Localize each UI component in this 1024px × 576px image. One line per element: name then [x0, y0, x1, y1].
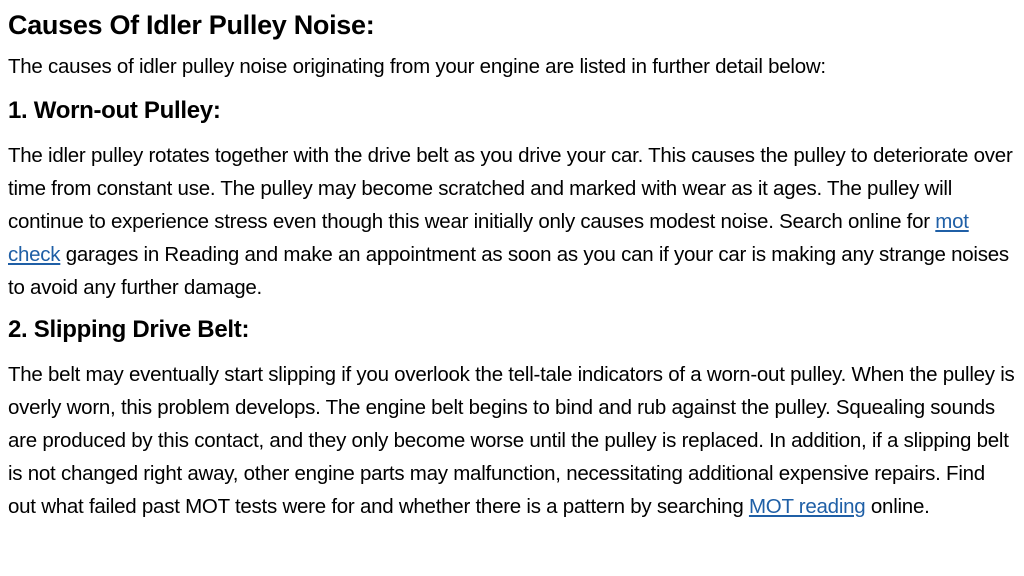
mot-check-link[interactable]: mot check	[8, 210, 969, 266]
paragraph-text: The belt may eventually start slipping if you overlook the tell-tale indicators of a worn-out pulley. When the pulley is overly worn, this problem develops. The engine belt begins to bind and rub against the pulley. Squealing sounds are produced by this contact, and they only become worse until the pulley is replaced. In addition, if a slipping belt is not changed right away, other engine parts may malfunction, necessitating additional expensive repairs. Find out what failed past MOT tests were for and whether there is a pattern by searching	[8, 363, 1015, 518]
section-heading-slipping-drive-belt: 2. Slipping Drive Belt:	[8, 316, 250, 343]
paragraph-text: garages in Reading and make an appointment as soon as you can if your car is making any strange noises to avoid any further damage.	[8, 243, 1009, 299]
section-paragraph-worn-out-pulley	[8, 139, 1016, 304]
intro-paragraph: The causes of idler pulley noise originating from your engine are listed in further detail below:	[8, 55, 826, 78]
paragraph-text: online.	[865, 495, 930, 518]
mot-reading-link[interactable]: MOT reading	[748, 495, 866, 518]
page-title: Causes Of Idler Pulley Noise:	[8, 10, 375, 40]
section-heading-worn-out-pulley: 1. Worn-out Pulley:	[8, 97, 221, 124]
paragraph-text: The idler pulley rotates together with the drive belt as you drive your car. This causes the pulley to deteriorate over time from constant use. The pulley may become scratched and marked with wear as it ages. The pulley will continue to experience stress even though this wear initially only causes modest noise. Search online for	[8, 144, 1013, 233]
article	[8, 0, 1016, 523]
section-paragraph-slipping-drive-belt	[8, 358, 1016, 523]
